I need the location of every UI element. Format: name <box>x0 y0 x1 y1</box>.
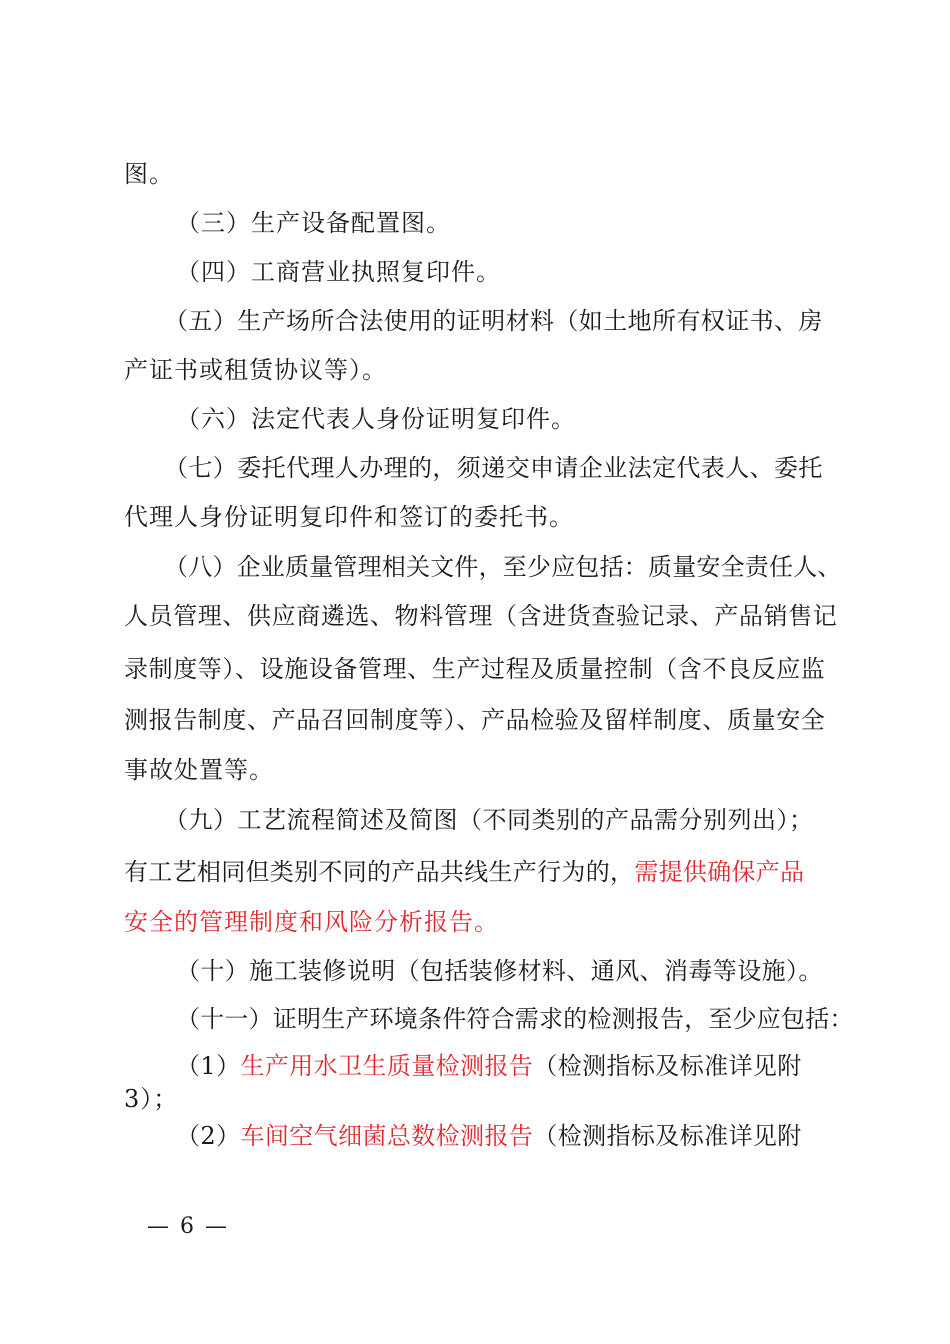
text-line <box>124 754 274 786</box>
text-line <box>124 906 499 938</box>
text-line <box>176 1120 802 1152</box>
highlight-text: 需提供确保产品 <box>634 858 805 886</box>
text-line <box>164 305 823 337</box>
page-number: — 6 — <box>147 1214 229 1239</box>
text-line <box>176 1003 854 1035</box>
text-line <box>124 354 387 386</box>
text-line <box>176 403 576 435</box>
line-text: 测报告制度、产品召回制度等）、产品检验及留样制度、质量安全 <box>124 706 826 734</box>
line-text: （九）工艺流程简述及简图（不同类别的产品需分别列出）； <box>164 806 814 834</box>
line-text: （2） <box>176 1122 241 1150</box>
line-text: （1） <box>176 1052 241 1080</box>
text-line <box>164 804 814 836</box>
line-text: （八）企业质量管理相关文件，至少应包括：质量安全责任人、 <box>164 553 842 581</box>
text-line <box>124 704 825 736</box>
line-text: 录制度等）、设施设备管理、生产过程及质量控制（含不良反应监 <box>124 655 826 683</box>
line-text: （四）工商营业执照复印件。 <box>176 258 501 286</box>
text-line <box>176 955 823 987</box>
text-line <box>124 856 804 888</box>
line-text: （检测指标及标准详见附 <box>533 1122 802 1150</box>
text-line <box>164 452 823 484</box>
highlight-text: 安全的管理制度和风险分析报告。 <box>124 908 499 936</box>
line-text: 人员管理、供应商遴选、物料管理（含进货查验记录、产品销售记 <box>124 602 838 630</box>
text-line <box>124 501 574 533</box>
line-text: （三）生产设备配置图。 <box>176 209 451 237</box>
line-text: 代理人身份证明复印件和签订的委托书。 <box>124 503 574 531</box>
text-line <box>124 158 174 190</box>
line-text: 事故处置等。 <box>124 756 274 784</box>
line-text: 图。 <box>124 160 174 188</box>
line-text: （检测指标及标准详见附 <box>533 1052 802 1080</box>
line-text: 有工艺相同但类别不同的产品共线生产行为的， <box>124 858 635 886</box>
text-line <box>124 1083 178 1115</box>
line-text: （七）委托代理人办理的，须递交申请企业法定代表人、委托 <box>164 454 823 482</box>
text-line <box>176 207 451 239</box>
line-text: 3）； <box>124 1085 179 1113</box>
highlight-text: 车间空气细菌总数检测报告 <box>240 1122 534 1150</box>
line-text: （十）施工装修说明（包括装修材料、通风、消毒等设施）。 <box>176 957 823 985</box>
text-line <box>164 551 842 583</box>
text-line <box>124 653 825 685</box>
line-text: （六）法定代表人身份证明复印件。 <box>176 405 576 433</box>
line-text: （十一）证明生产环境条件符合需求的检测报告，至少应包括： <box>176 1005 854 1033</box>
text-line <box>176 256 501 288</box>
line-text: 产证书或租赁协议等）。 <box>124 356 387 384</box>
highlight-text: 生产用水卫生质量检测报告 <box>240 1052 534 1080</box>
line-text: （五）生产场所合法使用的证明材料（如土地所有权证书、房 <box>164 307 823 335</box>
text-line <box>176 1050 802 1082</box>
text-line <box>124 600 837 632</box>
